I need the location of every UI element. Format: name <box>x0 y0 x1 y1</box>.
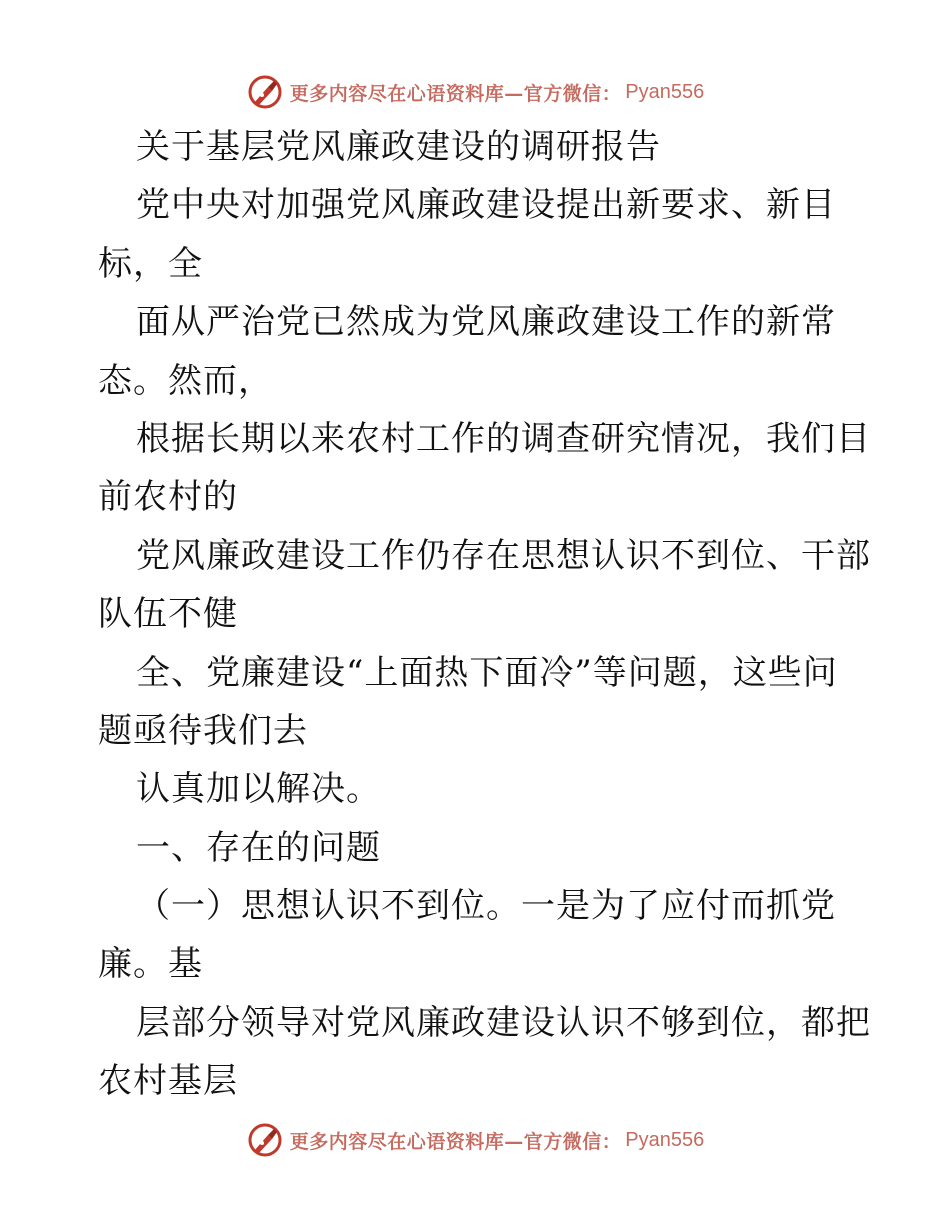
pen-logo-icon <box>246 73 284 111</box>
document-body <box>98 118 871 1111</box>
text-line: 全、党廉建设“上面热下面冷”等问题，这些问 <box>136 652 838 693</box>
text-line: 层部分领导对党风廉政建设认识不够到位，都把 <box>136 1002 871 1043</box>
watermark-account: Pyan556 <box>625 1128 705 1151</box>
footer-watermark <box>0 1120 950 1160</box>
text-line: 认真加以解决。 <box>136 769 381 810</box>
text-line: 党风廉政建设工作仍存在思想认识不到位、干部 <box>136 535 871 576</box>
pen-logo-icon <box>246 1121 284 1159</box>
watermark-text: 更多内容尽在心语资料库—官方微信： <box>289 82 622 105</box>
document-title: 关于基层党风廉政建设的调研报告 <box>136 127 661 167</box>
text-line: 标，全 <box>98 243 203 284</box>
text-line: 态。然而， <box>98 360 273 401</box>
text-line: 队伍不健 <box>98 594 238 635</box>
text-line: 农村基层 <box>98 1061 238 1102</box>
text-line: 前农村的 <box>98 477 238 518</box>
subsection-heading: （一）思想认识不到位。一是为了应付而抓党 <box>136 886 836 927</box>
watermark-account: Pyan556 <box>625 80 705 103</box>
text-line: 党中央对加强党风廉政建设提出新要求、新目 <box>136 185 836 226</box>
text-line: 题亟待我们去 <box>98 710 308 751</box>
section-heading: 一、存在的问题 <box>136 827 381 868</box>
text-line: 面从严治党已然成为党风廉政建设工作的新常 <box>136 302 836 343</box>
header-watermark <box>0 72 950 112</box>
watermark-text: 更多内容尽在心语资料库—官方微信： <box>289 1130 622 1153</box>
text-line: 根据长期以来农村工作的调查研究情况，我们目 <box>136 418 871 459</box>
text-line: 廉。基 <box>98 944 203 985</box>
